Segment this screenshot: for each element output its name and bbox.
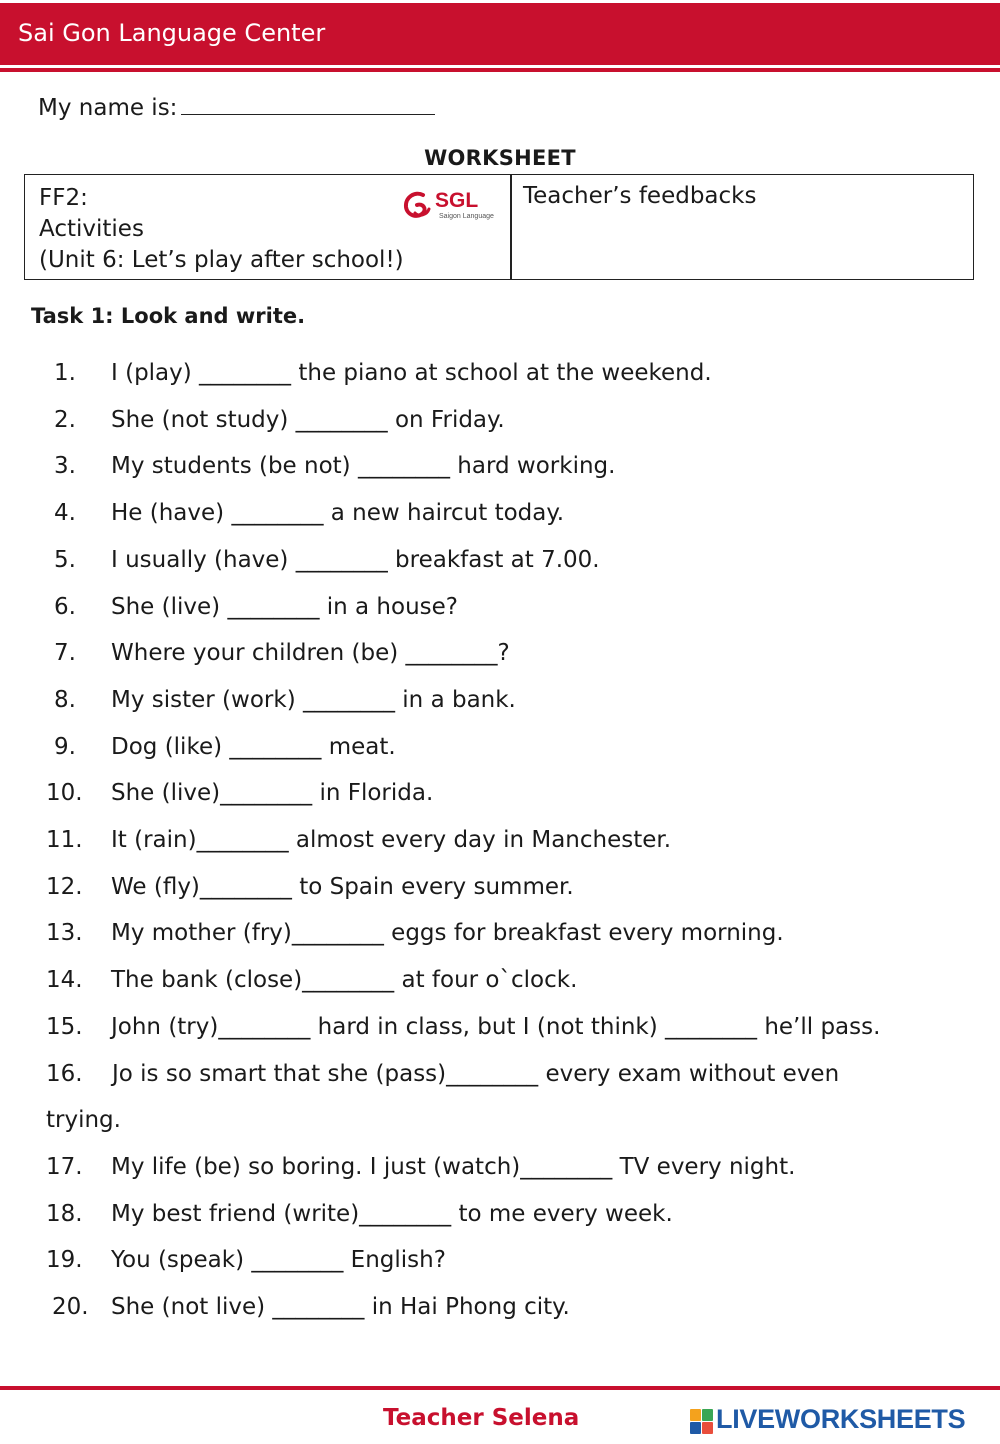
header-divider	[0, 68, 1000, 72]
exercise-number: 6.	[54, 593, 76, 620]
exercise-text: He (have) ________ a new haircut today.	[111, 500, 565, 527]
name-label: My name is:	[38, 95, 178, 121]
liveworksheets-icon	[690, 1409, 714, 1435]
teacher-name: Teacher Selena	[383, 1405, 580, 1431]
exercise-text: I usually (have) ________ breakfast at 7.00.	[111, 546, 600, 573]
exercise-text: She (not live) ________ in Hai Phong city.	[111, 1294, 570, 1320]
header-title: Sai Gon Language Center	[18, 19, 326, 47]
worksheet-title: WORKSHEET	[424, 146, 576, 170]
exercise-text: She (not study) ________ on Friday.	[111, 406, 505, 433]
logo-text: SGL	[435, 189, 479, 212]
header-bar	[0, 3, 1000, 65]
exercise-number: 18.	[46, 1200, 83, 1227]
info-box-divider	[510, 175, 512, 279]
exercise-text: She (live) ________ in a house?	[111, 593, 458, 620]
exercise-number: 3.	[54, 453, 76, 480]
exercise-text: trying.	[46, 1107, 121, 1134]
exercise-text: She (live)________ in Florida.	[111, 780, 434, 807]
sgl-swirl-icon	[401, 189, 433, 223]
exercise-number: 13.	[46, 920, 83, 947]
exercise-number: 9.	[54, 733, 76, 760]
exercise-text: My life (be) so boring. I just (watch)________ TV every night.	[111, 1153, 796, 1180]
exercise-number: 7.	[54, 640, 76, 667]
exercise-number: 12.	[46, 873, 83, 900]
exercise-number: 20.	[52, 1294, 89, 1320]
name-row	[38, 94, 435, 121]
exercise-text: My students (be not) ________ hard working.	[111, 453, 616, 480]
task-title: Task 1: Look and write.	[31, 304, 306, 328]
exercise-text: Jo is so smart that she (pass)________ every exam without even	[112, 1060, 840, 1087]
exercise-text: It (rain)________ almost every day in Manchester.	[111, 827, 672, 853]
teacher-feedback-label: Teacher’s feedbacks	[523, 183, 757, 209]
footer-divider	[0, 1386, 1000, 1390]
exercise-text: You (speak) ________ English?	[111, 1247, 446, 1274]
exercise-number: 2.	[54, 406, 76, 433]
exercise-number: 1.	[54, 360, 76, 386]
exercise-number: 19.	[46, 1247, 83, 1274]
exercise-number: 10.	[46, 780, 83, 807]
exercise-text: John (try)________ hard in class, but I (not think) ________ he’ll pass.	[111, 1013, 881, 1040]
exercise-number: 17.	[46, 1153, 83, 1180]
exercise-number: 14.	[46, 967, 83, 994]
exercise-number: 5.	[54, 546, 76, 573]
unit-title: (Unit 6: Let’s play after school!)	[39, 247, 404, 273]
course-code: FF2:	[39, 185, 88, 211]
exercise-text: My mother (fry)________ eggs for breakfast every morning.	[111, 920, 784, 947]
exercise-text: I (play) ________ the piano at school at the weekend.	[111, 360, 712, 386]
exercise-number: 8.	[54, 686, 76, 713]
name-blank[interactable]	[181, 94, 435, 115]
logo-subtitle: Saigon Language	[439, 213, 494, 220]
exercise-text: The bank (close)________ at four o`clock.	[111, 967, 578, 994]
sgl-logo	[401, 189, 497, 225]
exercise-number: 15.	[46, 1013, 83, 1040]
exercise-text: We (fly)________ to Spain every summer.	[111, 873, 574, 900]
exercise-number: 4.	[54, 500, 76, 527]
exercise-text: My best friend (write)________ to me every week.	[111, 1200, 673, 1227]
exercise-text: My sister (work) ________ in a bank.	[111, 686, 516, 713]
exercise-number: 16.	[46, 1060, 83, 1087]
exercise-text: Where your children (be) ________?	[111, 640, 510, 667]
info-box	[24, 174, 974, 280]
course-type: Activities	[39, 216, 144, 242]
liveworksheets-brand: LIVEWORKSHEETS	[716, 1404, 966, 1434]
exercise-number: 11.	[46, 827, 83, 853]
exercise-text: Dog (like) ________ meat.	[111, 733, 396, 760]
info-box-left	[39, 183, 404, 276]
